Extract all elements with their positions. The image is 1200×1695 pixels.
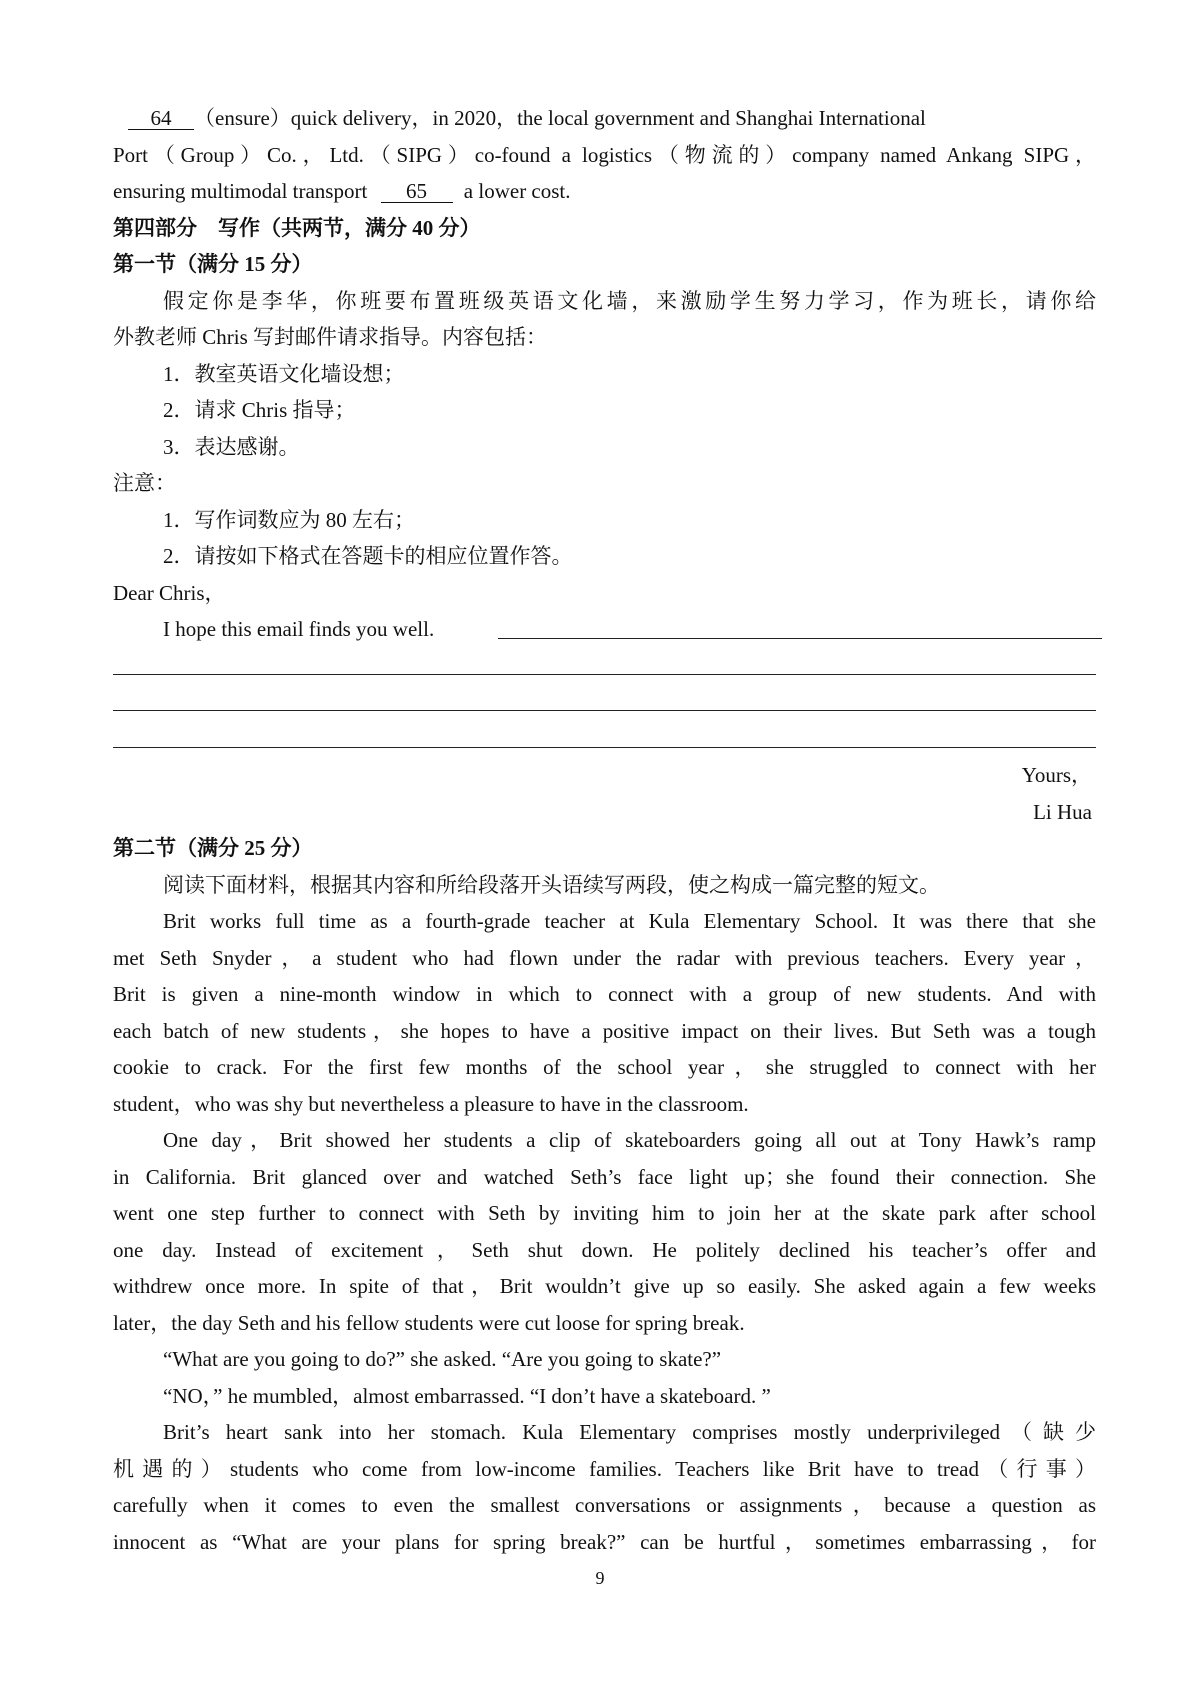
page-number: 9 xyxy=(595,1568,605,1588)
answer-line xyxy=(113,674,1096,675)
cloze-line-2: Port（Group）Co.，Ltd.（SIPG）co-found a logistics（物流的）company named Ankang SIPG， xyxy=(113,142,1096,167)
passage-line: one day. Instead of excitement，Seth shut down. He politely declined his teacher’s offer and xyxy=(113,1237,1096,1262)
answer-line-row xyxy=(113,648,1096,685)
passage-line: One day，Brit showed her students a clip of skateboarders going all out at Tony Hawk’s ramp xyxy=(163,1128,1096,1152)
passage-line: innocent as “What are your plans for spring break?” can be hurtful，sometimes embarrassing，for xyxy=(113,1529,1096,1554)
letter-opening: I hope this email finds you well. xyxy=(163,617,435,641)
cloze-line-1 xyxy=(113,100,1096,137)
passage-line: Brit works full time as a fourth-grade teacher at Kula Elementary School. It was there that she xyxy=(163,909,1096,933)
note-item: 2．请按如下格式在答题卡的相应位置作答。 xyxy=(163,544,573,568)
letter-salutation: Dear Chris， xyxy=(113,580,226,605)
answer-line-row xyxy=(113,721,1096,758)
blank-64: 64 xyxy=(128,107,194,130)
section1-prompt-line-1: 假定你是李华，你班要布置班级英语文化墙，来激励学生努力学习，作为班长，请你给 xyxy=(163,288,1096,313)
notes-label: 注意： xyxy=(113,471,176,495)
answer-line xyxy=(113,710,1096,711)
cloze-line-3 xyxy=(113,173,1096,210)
section1-title: 第一节（满分 15 分） xyxy=(113,252,313,276)
passage-line: 机遇的）students who come from low-income families. Teachers like Brit have to tread（行事） xyxy=(113,1456,1096,1481)
passage-line: each batch of new students，she hopes to have a positive impact on their lives. But Seth was a tough xyxy=(113,1018,1096,1043)
part4-title: 第四部分 写作（共两节，满分 40 分） xyxy=(113,215,481,240)
cloze-text: a lower cost. xyxy=(463,179,571,203)
content-item: 3．表达感谢。 xyxy=(163,434,300,459)
passage-line: went one step further to connect with Seth by inviting him to join her at the skate park after school xyxy=(113,1201,1096,1225)
passage-line: cookie to crack. For the first few months of the school year，she struggled to connect with her xyxy=(113,1055,1096,1079)
passage-line: carefully when it comes to even the smallest conversations or assignments，because a question as xyxy=(113,1493,1096,1517)
letter-opening-line xyxy=(113,611,1096,648)
content-item: 1．教室英语文化墙设想； xyxy=(163,361,405,386)
letter-signature: Li Hua xyxy=(1033,799,1092,824)
content-item: 2．请求 Chris 指导； xyxy=(163,398,356,422)
passage-line: later，the day Seth and his fellow students were cut loose for spring break. xyxy=(113,1310,745,1335)
section2-instruction: 阅读下面材料，根据其内容和所给段落开头语续写两段，使之构成一篇完整的短文。 xyxy=(163,872,940,897)
answer-line xyxy=(113,747,1096,748)
passage-line: met Seth Snyder，a student who had flown under the radar with previous teachers. Every year， xyxy=(113,945,1096,970)
passage-line: Brit’s heart sank into her stomach. Kula Elementary comprises mostly underprivileged（缺少 xyxy=(163,1420,1096,1444)
cloze-text: ensuring multimodal transport xyxy=(113,179,368,203)
answer-line xyxy=(498,638,1102,639)
passage-line: “NO，” he mumbled，almost embarrassed. “I don’t have a skateboard. ” xyxy=(163,1383,771,1408)
passage-line: student，who was shy but nevertheless a pleasure to have in the classroom. xyxy=(113,1091,749,1116)
exam-page xyxy=(113,100,1096,1560)
passage-line: Brit is given a nine-month window in which to connect with a group of new students. And with xyxy=(113,982,1096,1006)
note-item: 1．写作词数应为 80 左右； xyxy=(163,507,415,532)
letter-closing: Yours， xyxy=(1021,763,1092,787)
passage-line: withdrew once more. In spite of that，Brit wouldn’t give up so easily. She asked again a few weeks xyxy=(113,1274,1096,1298)
section1-prompt-line-2: 外教老师 Chris 写封邮件请求指导。内容包括： xyxy=(113,325,548,349)
answer-line-row xyxy=(113,684,1096,721)
section2-title: 第二节（满分 25 分） xyxy=(113,836,313,860)
cloze-text: （ensure）quick delivery，in 2020，the local government and Shanghai International xyxy=(194,106,926,130)
passage-line: in California. Brit glanced over and watched Seth’s face light up；she found their connection. She xyxy=(113,1164,1096,1189)
blank-65: 65 xyxy=(381,180,453,203)
passage-line: “What are you going to do?” she asked. “Are you going to skate?” xyxy=(163,1347,722,1371)
